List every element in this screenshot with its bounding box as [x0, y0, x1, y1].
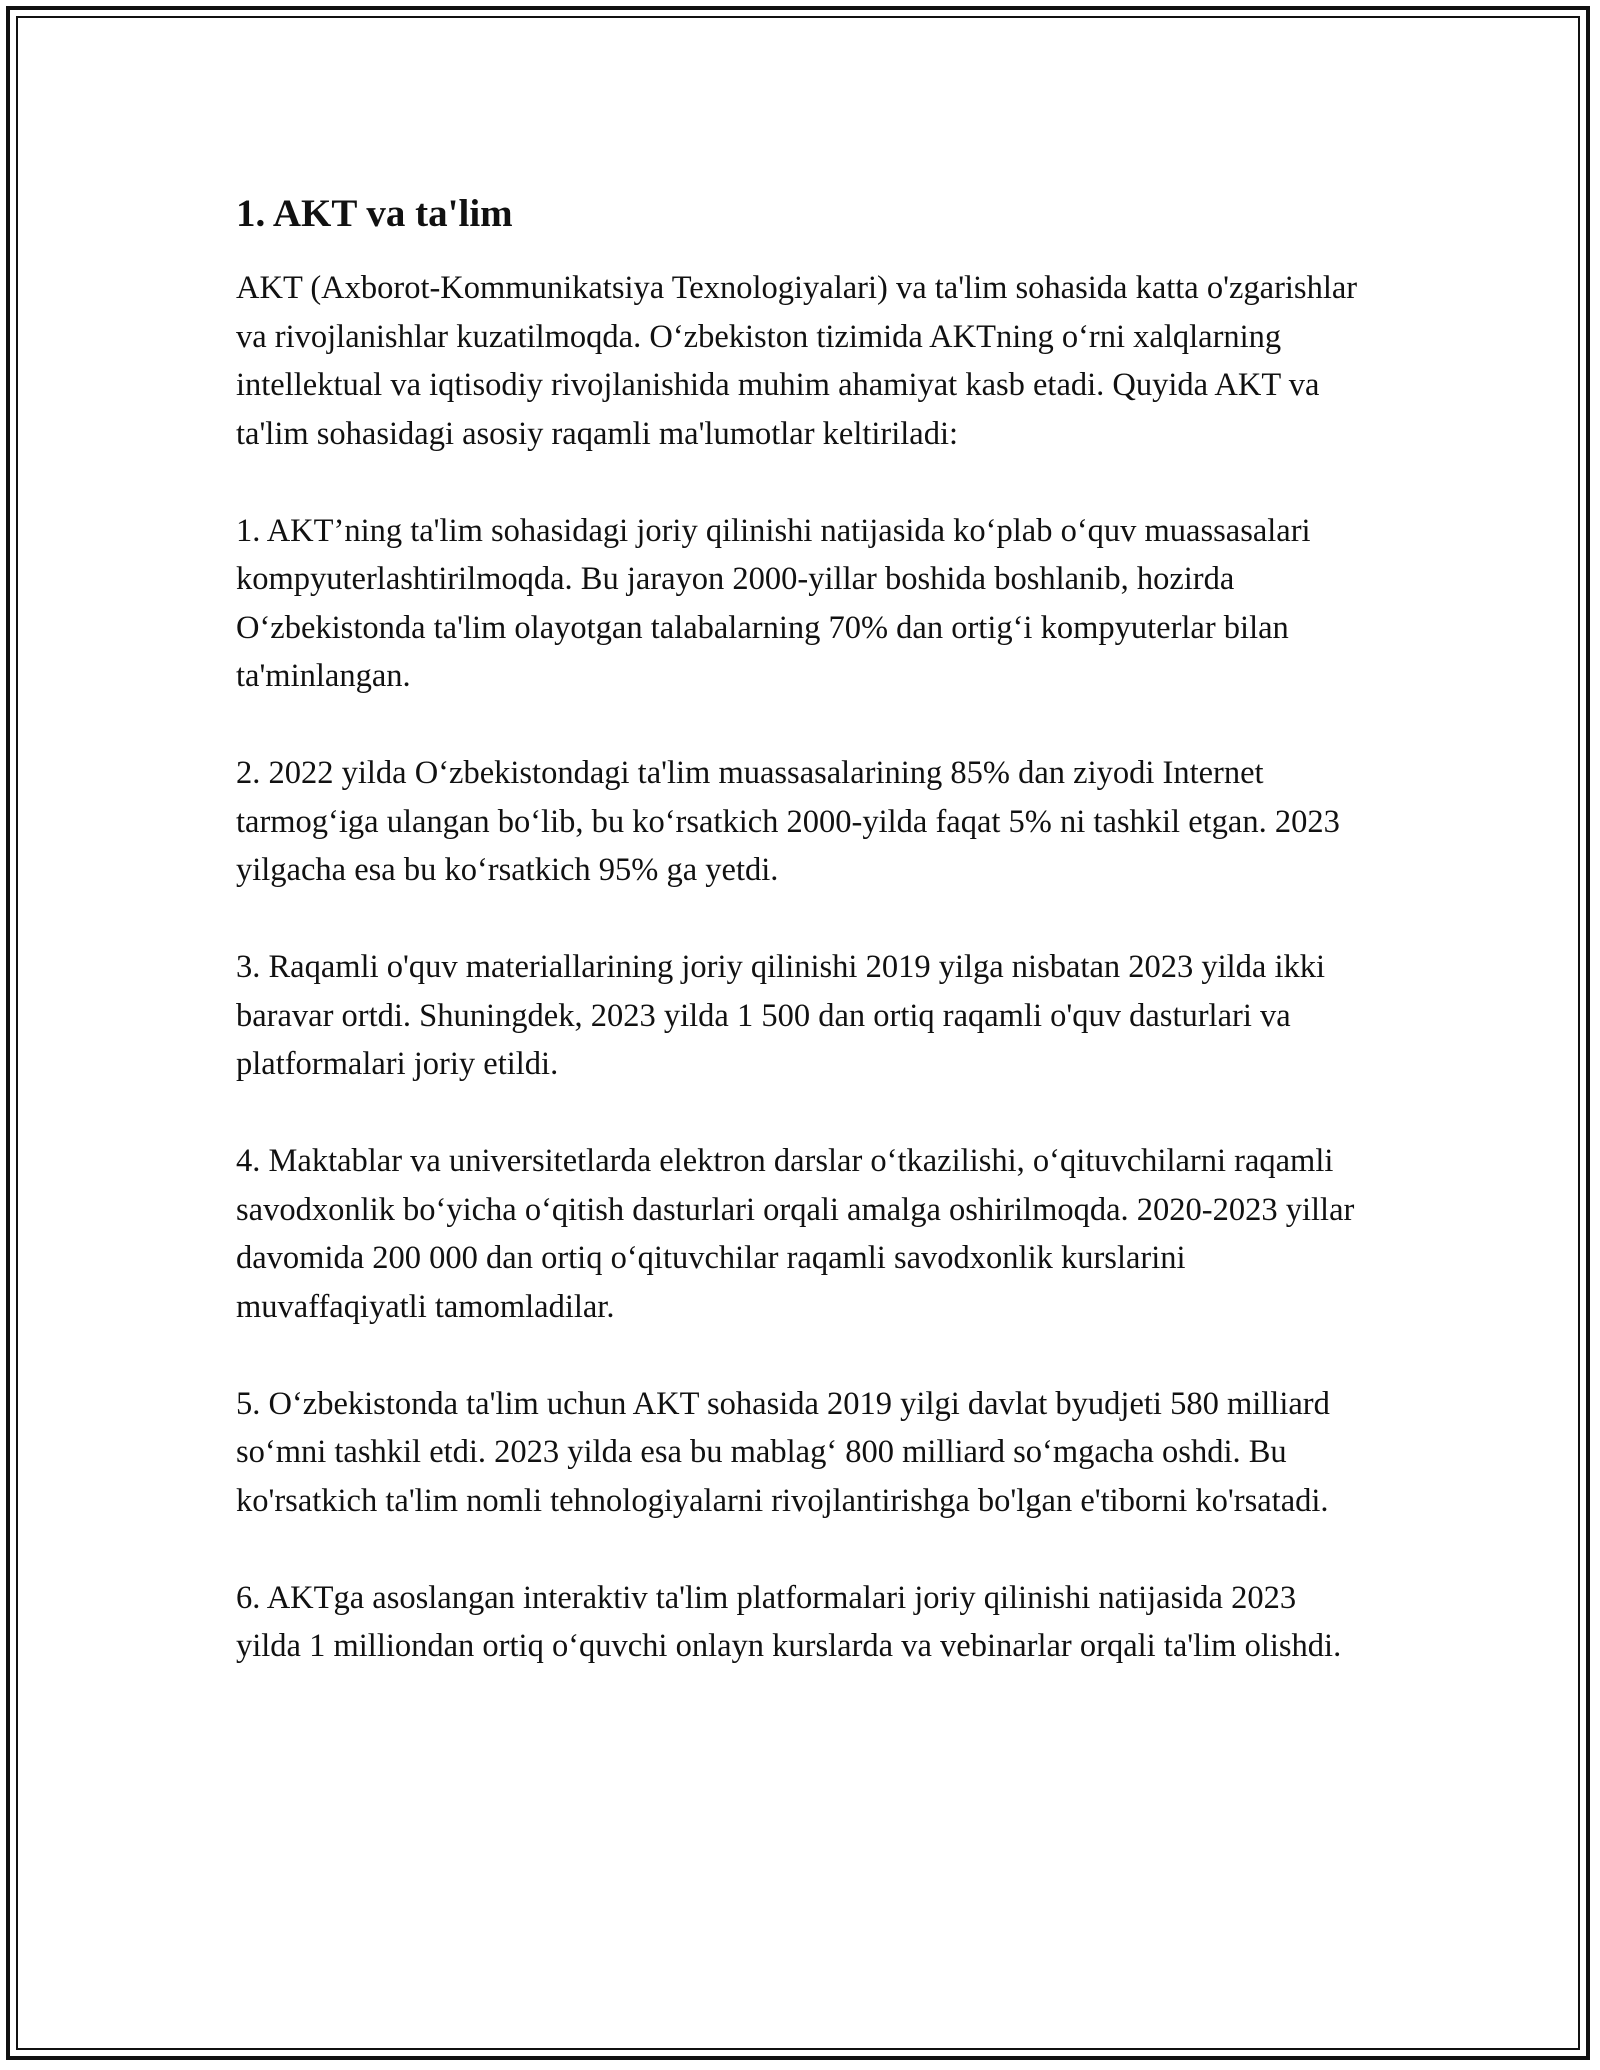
- paragraph-item-1: 1. AKT’ning ta'lim sohasidagi joriy qilinishi natijasida ko‘plab o‘quv muassasalari kompyuterlashtirilmoqda. Bu jarayon 2000-yillar boshida boshlanib, hozirda O‘zbekistonda ta'lim olayotgan talabalarning 70% dan ortig‘i kompyuterlar bilan ta'minlangan.: [236, 512, 1311, 694]
- paragraph-item-3: 3. Raqamli o'quv materiallarining joriy qilinishi 2019 yilga nisbatan 2023 yilda ikki baravar ortdi. Shuningdek, 2023 yilda 1 500 dan ortiq raqamli o'quv dasturlari va platformalari joriy etildi.: [236, 949, 1326, 1082]
- section-title: 1. AKT va ta'lim: [236, 192, 513, 235]
- document-body: [236, 186, 1366, 1671]
- paragraph-item-5: 5. O‘zbekistonda ta'lim uchun AKT sohasida 2019 yilgi davlat byudjeti 580 milliard so‘mni tashkil etdi. 2023 yilda esa bu mablag‘ 800 milliard so‘mgacha oshdi. Bu ko'rsatkich ta'lim nomli tehnologiyalarni rivojlantirishga bo'lgan e'tiborni ko'rsatadi.: [236, 1385, 1330, 1519]
- paragraph-item-6: 6. AKTga asoslangan interaktiv ta'lim platformalari joriy qilinishi natijasida 2023 yilda 1 milliondan ortiq o‘quvchi onlayn kurslarda va vebinarlar orqali ta'lim olishdi.: [236, 1579, 1342, 1664]
- paragraph-item-2: 2. 2022 yilda O‘zbekistondagi ta'lim muassasalarining 85% dan ziyodi Internet tarmog‘iga ulangan bo‘lib, bu ko‘rsatkich 2000-yilda faqat 5% ni tashkil etgan. 2023 yilgacha esa bu ko‘rsatkich 95% ga yetdi.: [236, 755, 1340, 888]
- intro-paragraph: AKT (Axborot-Kommunikatsiya Texnologiyalari) va ta'lim sohasida katta o'zgarishlar va rivojlanishlar kuzatilmoqda. O‘zbekiston tizimida AKTning o‘rni xalqlarning intellektual va iqtisodiy rivojlanishida muhim ahamiyat kasb etadi. Quyida AKT va ta'lim sohasidagi asosiy raqamli ma'lumotlar keltiriladi:: [236, 270, 1358, 452]
- paragraph-item-4: 4. Maktablar va universitetlarda elektron darslar o‘tkazilishi, o‘qituvchilarni raqamli savodxonlik bo‘yicha o‘qitish dasturlari orqali amalga oshirilmoqda. 2020-2023 yillar davomida 200 000 dan ortiq o‘qituvchilar raqamli savodxonlik kurslarini muvaffaqiyatli tamomladilar.: [236, 1143, 1355, 1325]
